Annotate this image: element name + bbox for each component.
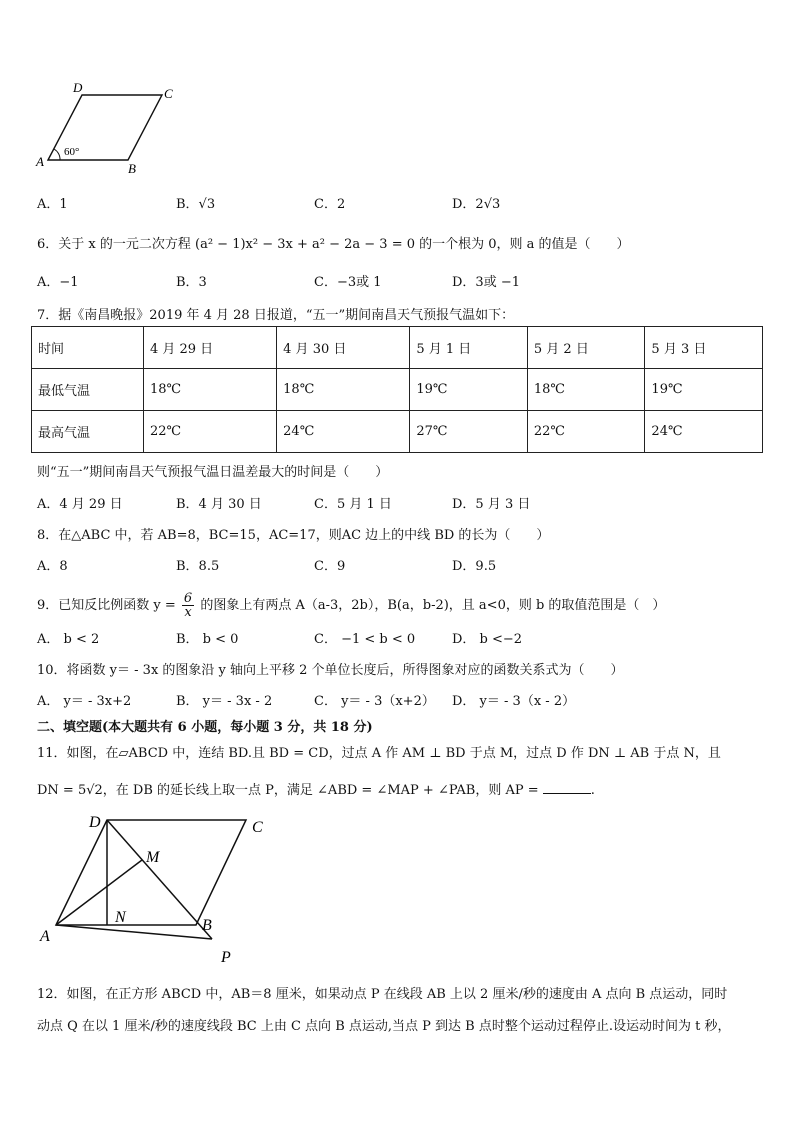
table-cell: 4 月 30 日: [277, 327, 410, 369]
q6-text: 6．关于 x 的一元二次方程 (a² − 1)x² − 3x + a² − 2a − 3 = 0 的一个根为 0，则 a 的值是（ ）: [37, 237, 630, 252]
label-M: M: [146, 849, 160, 866]
parallelogram-outline: [56, 820, 246, 925]
angle-arc-60: [54, 149, 60, 160]
label-C: C: [164, 86, 173, 101]
q10-text: 10．将函数 y＝ - 3x 的图象沿 y 轴向上平移 2 个单位长度后，所得图象对应的函数关系式为（ ）: [37, 663, 624, 678]
answer-blank[interactable]: [543, 781, 591, 794]
segment-ap: [56, 925, 212, 939]
q9-fraction-den: x: [184, 605, 192, 620]
q5-option-a: A．1: [37, 197, 68, 212]
q9-text-pre: 9．已知反比例函数 y =: [37, 598, 176, 613]
q6-option-c: C．−3或 1: [314, 275, 382, 290]
label-B: B: [128, 161, 136, 176]
q6-option-d: D．3或 −1: [452, 275, 520, 290]
q11-line2-end: .: [590, 783, 595, 798]
temperature-table: [31, 326, 763, 453]
q9-fraction-num: 6: [183, 591, 193, 606]
label-P: P: [221, 949, 231, 966]
q12-line2: 动点 Q 在以 1 厘米/秒的速度线段 BC 上由 C 点向 B 点运动,当点 P 到达 B 点时整个运动过程停止.设运动时间为 t 秒，: [37, 1019, 731, 1034]
table-cell: 22℃: [143, 411, 276, 453]
q7-option-a: A．4 月 29 日: [37, 497, 123, 512]
q12-line1: 12．如图，在正方形 ABCD 中，AB＝8 厘米，如果动点 P 在线段 AB 上以 2 厘米/秒的速度由 A 点向 B 点运动，同时: [37, 987, 728, 1002]
table-cell: 最低气温: [32, 369, 144, 411]
table-cell: 22℃: [527, 411, 645, 453]
section-heading-fill-in: 二、填空题(本大题共有 6 小题，每小题 3 分，共 18 分): [37, 720, 373, 735]
q7-option-d: D．5 月 3 日: [452, 497, 531, 512]
table-cell: 18℃: [143, 369, 276, 411]
q9-option-b: B． b < 0: [176, 632, 239, 647]
table-cell: 时间: [32, 327, 144, 369]
q5-option-d: D．2√3: [452, 197, 501, 212]
q11-line2-text: DN = 5√2，在 DB 的延长线上取一点 P，满足 ∠ABD = ∠MAP + ∠PAB，则 AP =: [37, 783, 539, 798]
label-B: B: [202, 917, 212, 934]
table-cell: 19℃: [410, 369, 528, 411]
q9-option-c: C． −1 < b < 0: [314, 632, 416, 647]
q8-text: 8．在△ABC 中，若 AB=8，BC=15，AC=17，则AC 边上的中线 BD 的长为（ ）: [37, 528, 550, 543]
table-cell: 4 月 29 日: [143, 327, 276, 369]
q7-text: 7．据《南昌晚报》2019 年 4 月 28 日报道，“五一”期间南昌天气预报气温如下：: [37, 308, 515, 323]
q5-option-c: C．2: [314, 197, 346, 212]
parallelogram-figure-top: [30, 78, 190, 178]
table-cell: 18℃: [277, 369, 410, 411]
label-angle-60: 60°: [64, 146, 80, 158]
q8-option-d: D．9.5: [452, 559, 497, 574]
table-cell: 27℃: [410, 411, 528, 453]
q6-option-a: A．−1: [37, 275, 79, 290]
table-cell: 最高气温: [32, 411, 144, 453]
q10-option-a: A． y＝ - 3x+2: [37, 694, 132, 709]
q10-option-b: B． y＝ - 3x - 2: [176, 694, 273, 709]
q10-option-c: C． y＝ - 3（x+2）: [314, 694, 435, 709]
table-cell: 24℃: [645, 411, 763, 453]
q6-option-b: B．3: [176, 275, 207, 290]
q11-figure: [36, 810, 286, 970]
q11-line1: 11．如图，在▱ABCD 中，连结 BD.且 BD = CD，过点 A 作 AM ⊥ BD 于点 M，过点 D 作 DN ⊥ AB 于点 N，且: [37, 746, 721, 761]
q9-fraction: [182, 592, 194, 619]
q11-line2: [37, 779, 595, 798]
table-cell: 5 月 2 日: [527, 327, 645, 369]
q8-option-b: B．8.5: [176, 559, 220, 574]
q8-option-a: A．8: [37, 559, 68, 574]
q9-text-post: 的图象上有两点 A（a-3，2b），B(a，b-2)，且 a<0，则 b 的取值范围是（ ）: [200, 598, 666, 613]
q8-option-c: C．9: [314, 559, 346, 574]
table-cell: 19℃: [645, 369, 763, 411]
label-N: N: [115, 909, 126, 926]
q7-question: 则“五一”期间南昌天气预报气温日温差最大的时间是（ ）: [37, 465, 389, 480]
label-A: A: [40, 928, 50, 945]
table-cell: 18℃: [527, 369, 645, 411]
q10-option-d: D． y＝ - 3（x - 2）: [452, 694, 576, 709]
label-D: D: [89, 814, 101, 831]
table-cell: 5 月 1 日: [410, 327, 528, 369]
table-cell: 5 月 3 日: [645, 327, 763, 369]
q5-option-b: B．√3: [176, 197, 216, 212]
table-header-row: [32, 327, 763, 369]
q9-option-d: D． b <−2: [452, 632, 523, 647]
label-C: C: [252, 819, 263, 836]
label-D: D: [73, 80, 83, 95]
q7-option-c: C．5 月 1 日: [314, 497, 392, 512]
table-row: [32, 411, 763, 453]
q7-option-b: B．4 月 30 日: [176, 497, 262, 512]
q9-text: [37, 592, 665, 619]
table-cell: 24℃: [277, 411, 410, 453]
q9-option-a: A． b < 2: [37, 632, 100, 647]
segment-am: [56, 860, 142, 925]
table-row: [32, 369, 763, 411]
label-A: A: [36, 154, 44, 169]
